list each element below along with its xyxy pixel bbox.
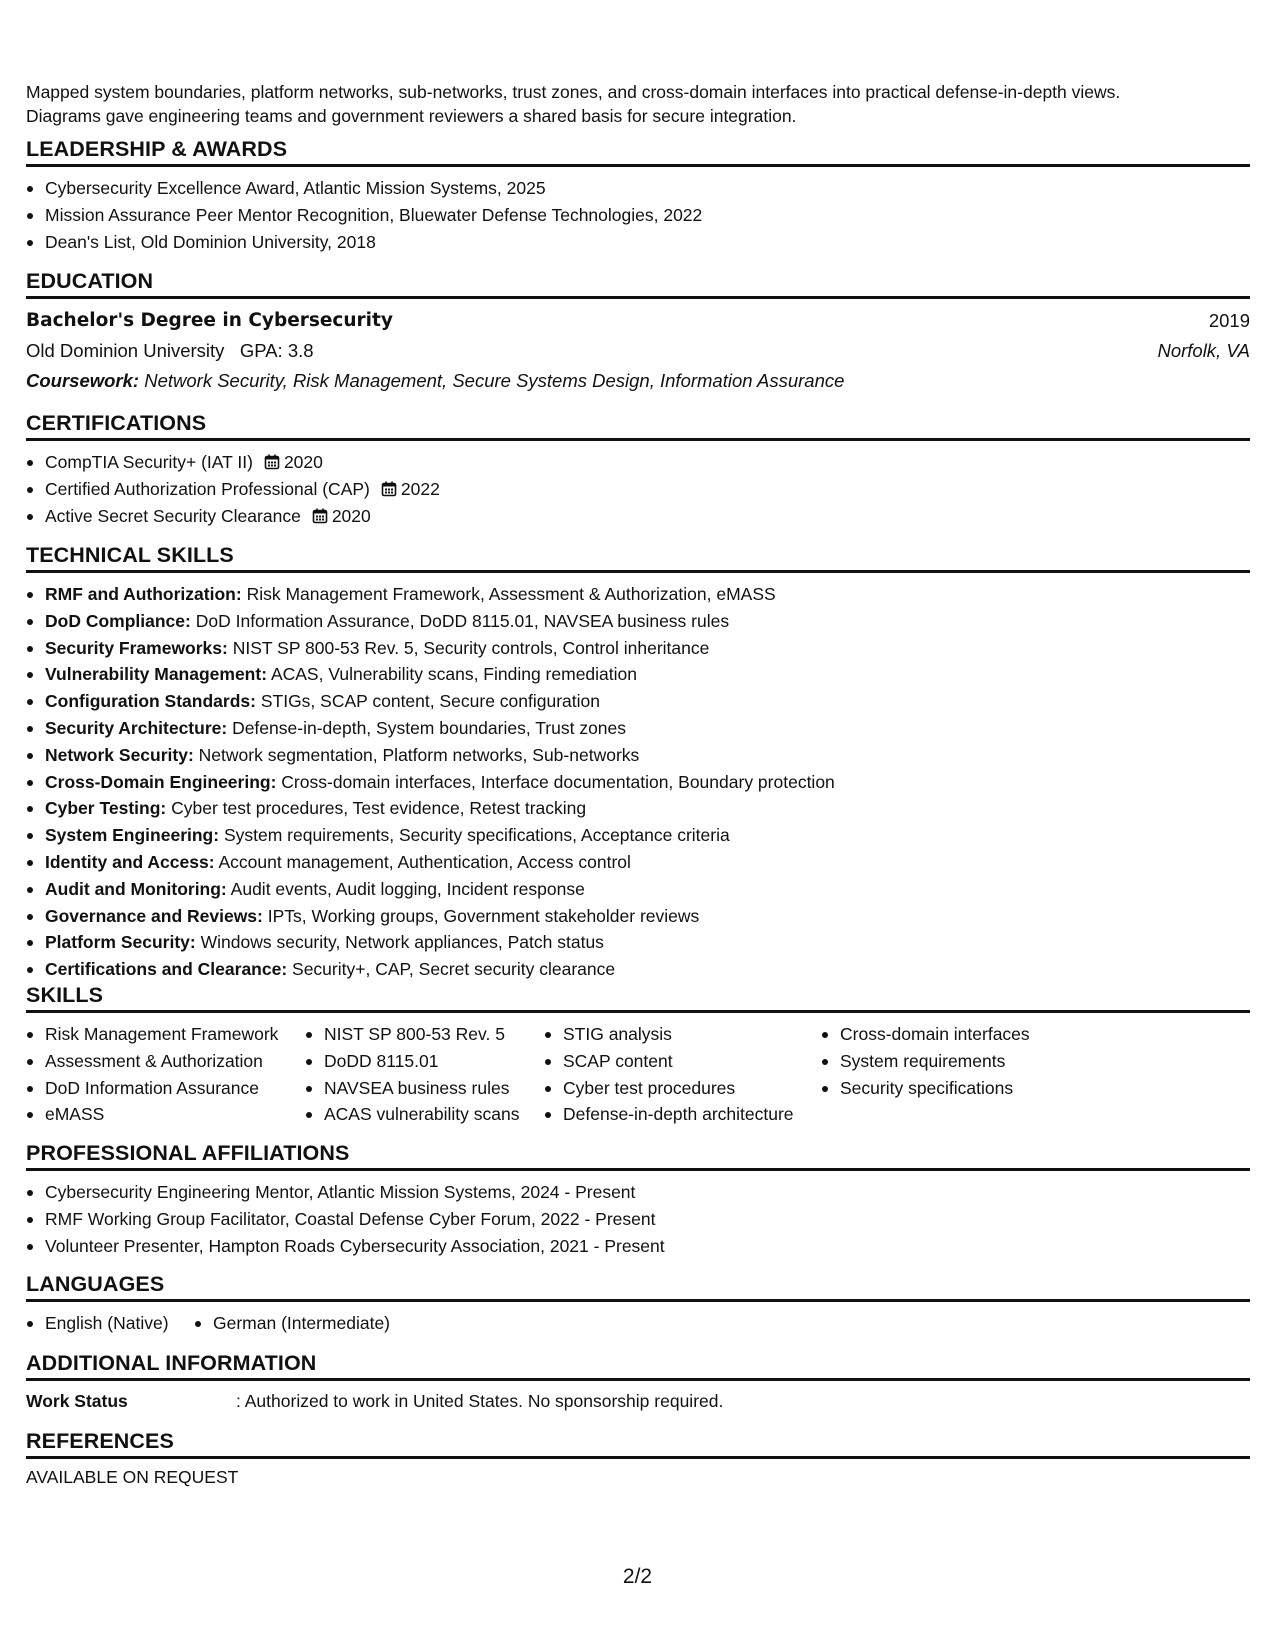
- skills-column: [26, 1021, 305, 1128]
- certification-item: [26, 449, 1250, 476]
- section-title: TECHNICAL SKILLS: [26, 542, 1250, 573]
- work-status-row: [26, 1389, 1250, 1413]
- list-item: Security specifications: [821, 1075, 1121, 1102]
- section-title: SKILLS: [26, 982, 1250, 1013]
- skill-label: Certifications and Clearance:: [45, 959, 288, 980]
- intro-paragraph: [26, 80, 1250, 128]
- list-item: Defense-in-depth architecture: [544, 1101, 821, 1128]
- calendar-icon: [312, 508, 328, 524]
- list-item: System requirements: [821, 1048, 1121, 1075]
- skill-item: [26, 742, 1250, 769]
- list-item: ACAS vulnerability scans: [305, 1101, 544, 1128]
- list-item: Assessment & Authorization: [26, 1048, 305, 1075]
- skill-value: Cross-domain interfaces, Interface documentation, Boundary protection: [281, 771, 835, 792]
- section-title: PROFESSIONAL AFFILIATIONS: [26, 1140, 1250, 1171]
- skills-column: [305, 1021, 544, 1128]
- list-item: Cross-domain interfaces: [821, 1021, 1121, 1048]
- list-item: NAVSEA business rules: [305, 1075, 544, 1102]
- languages-list: [26, 1310, 1250, 1337]
- list-item: Cyber test procedures: [544, 1075, 821, 1102]
- list-item: Dean's List, Old Dominion University, 2018: [26, 229, 1250, 256]
- technical-skills-section: [26, 542, 1250, 983]
- affiliations-section: [26, 1140, 1250, 1259]
- skill-value: Security+, CAP, Secret security clearance: [292, 959, 616, 980]
- skill-label: Configuration Standards:: [45, 691, 256, 712]
- skill-value: IPTs, Working groups, Government stakeholder reviews: [267, 905, 700, 926]
- skill-label: Vulnerability Management:: [45, 664, 268, 685]
- skill-item: [26, 876, 1250, 903]
- affiliations-list: [26, 1179, 1250, 1259]
- list-item: English (Native): [26, 1310, 194, 1337]
- skill-item: [26, 903, 1250, 930]
- calendar-icon: [264, 454, 280, 470]
- skill-item: [26, 688, 1250, 715]
- certification-item: [26, 476, 1250, 503]
- skill-label: Identity and Access:: [45, 851, 215, 872]
- list-item: German (Intermediate): [194, 1310, 390, 1337]
- education-row: [26, 336, 1250, 366]
- certification-name: Certified Authorization Professional (CAP): [45, 478, 370, 499]
- skill-value: Network segmentation, Platform networks, Sub-networks: [198, 744, 640, 765]
- references-section: [26, 1428, 1250, 1488]
- skill-item: [26, 822, 1250, 849]
- skill-item: [26, 769, 1250, 796]
- list-item: Mission Assurance Peer Mentor Recognition, Bluewater Defense Technologies, 2022: [26, 202, 1250, 229]
- section-title: CERTIFICATIONS: [26, 410, 1250, 441]
- list-item: Cybersecurity Engineering Mentor, Atlantic Mission Systems, 2024 - Present: [26, 1179, 1250, 1206]
- skill-label: DoD Compliance:: [45, 610, 191, 631]
- certification-name: CompTIA Security+ (IAT II): [45, 452, 253, 472]
- skill-value: Risk Management Framework, Assessment & Authorization, eMASS: [246, 584, 776, 604]
- coursework-list: Network Security, Risk Management, Secure Systems Design, Information Assurance: [144, 370, 845, 391]
- skill-item: [26, 661, 1250, 688]
- skill-value: System requirements, Security specifications, Acceptance criteria: [223, 825, 730, 846]
- degree: Bachelor's Degree in Cybersecurity: [26, 310, 393, 331]
- skill-value: Windows security, Network appliances, Patch status: [200, 932, 604, 953]
- skill-label: Cyber Testing:: [45, 798, 167, 819]
- technical-skills-list: [26, 581, 1250, 983]
- skill-label: Security Frameworks:: [45, 637, 228, 658]
- awards-section: [26, 136, 1250, 255]
- certification-item: [26, 503, 1250, 530]
- list-item: eMASS: [26, 1101, 305, 1128]
- languages-section: [26, 1271, 1250, 1337]
- skill-item: [26, 849, 1250, 876]
- list-item: DoD Information Assurance: [26, 1075, 305, 1102]
- certifications-section: [26, 410, 1250, 529]
- skill-value: ACAS, Vulnerability scans, Finding remediation: [270, 664, 637, 685]
- list-item: Cybersecurity Excellence Award, Atlantic Mission Systems, 2025: [26, 175, 1250, 202]
- references-text: AVAILABLE ON REQUEST: [26, 1467, 239, 1487]
- graduation-year: 2019: [1208, 310, 1250, 331]
- skill-label: Cross-Domain Engineering:: [45, 771, 277, 792]
- language-column: [194, 1310, 390, 1337]
- section-title: REFERENCES: [26, 1428, 1250, 1459]
- skills-grid: [26, 1021, 1250, 1128]
- education-entry: [26, 306, 1250, 396]
- skill-label: RMF and Authorization:: [45, 584, 242, 604]
- skill-label: System Engineering:: [45, 825, 220, 846]
- language-column: [26, 1310, 194, 1337]
- skill-label: Security Architecture:: [45, 717, 228, 738]
- list-item: SCAP content: [544, 1048, 821, 1075]
- section-title: LEADERSHIP & AWARDS: [26, 136, 1250, 167]
- section-title: ADDITIONAL INFORMATION: [26, 1350, 1250, 1381]
- list-item: STIG analysis: [544, 1021, 821, 1048]
- list-item: Volunteer Presenter, Hampton Roads Cybersecurity Association, 2021 - Present: [26, 1233, 1250, 1260]
- list-item: Risk Management Framework: [26, 1021, 305, 1048]
- skill-value: Cyber test procedures, Test evidence, Retest tracking: [171, 798, 587, 819]
- coursework: [26, 366, 1250, 396]
- skill-item: [26, 929, 1250, 956]
- intro-line: Diagrams gave engineering teams and government reviewers a shared basis for secure integration.: [26, 106, 797, 126]
- awards-list: [26, 175, 1250, 255]
- skill-value: DoD Information Assurance, DoDD 8115.01, NAVSEA business rules: [195, 610, 730, 631]
- intro-line: Mapped system boundaries, platform networks, sub-networks, trust zones, and cross-domain interfaces into practical defense-in-depth views.: [26, 82, 1121, 102]
- skill-label: Network Security:: [45, 744, 194, 765]
- page-number: 2/2: [622, 1565, 653, 1588]
- school-gpa: [26, 336, 314, 366]
- skill-value: Account management, Authentication, Access control: [218, 851, 631, 872]
- education-row: [26, 306, 1250, 336]
- skill-label: Audit and Monitoring:: [45, 878, 227, 899]
- skills-section: [26, 982, 1250, 1128]
- education-section: [26, 268, 1250, 396]
- certification-name: Active Secret Security Clearance: [45, 505, 301, 526]
- skill-item: [26, 635, 1250, 662]
- skills-column: [821, 1021, 1121, 1128]
- coursework-label: Coursework:: [26, 370, 140, 391]
- section-title: LANGUAGES: [26, 1271, 1250, 1302]
- skill-item: [26, 581, 1250, 608]
- skill-item: [26, 715, 1250, 742]
- certification-year: 2022: [400, 478, 440, 499]
- skill-label: Platform Security:: [45, 932, 196, 953]
- skill-value: NIST SP 800-53 Rev. 5, Security controls, Control inheritance: [232, 637, 710, 658]
- certification-year: 2020: [331, 505, 371, 526]
- skill-label: Governance and Reviews:: [45, 905, 263, 926]
- skills-column: [544, 1021, 821, 1128]
- list-item: NIST SP 800-53 Rev. 5: [305, 1021, 544, 1048]
- school-location: Norfolk, VA: [1157, 340, 1250, 361]
- work-status-label: Work Status: [26, 1391, 128, 1411]
- skill-value: STIGs, SCAP content, Secure configuration: [260, 691, 601, 712]
- additional-info-section: [26, 1350, 1250, 1413]
- list-item: DoDD 8115.01: [305, 1048, 544, 1075]
- skill-item: [26, 795, 1250, 822]
- list-item: RMF Working Group Facilitator, Coastal Defense Cyber Forum, 2022 - Present: [26, 1206, 1250, 1233]
- certifications-list: [26, 449, 1250, 529]
- skill-value: Audit events, Audit logging, Incident response: [230, 878, 585, 899]
- section-title: EDUCATION: [26, 268, 1250, 299]
- work-status-value: : Authorized to work in United States. No sponsorship required.: [236, 1391, 724, 1411]
- certification-year: 2020: [283, 452, 323, 472]
- skill-value: Defense-in-depth, System boundaries, Trust zones: [232, 717, 627, 738]
- calendar-icon: [381, 481, 397, 497]
- skill-item: [26, 956, 1250, 983]
- skill-item: [26, 608, 1250, 635]
- gpa: GPA: 3.8: [239, 340, 314, 361]
- school-name: Old Dominion University: [26, 340, 225, 361]
